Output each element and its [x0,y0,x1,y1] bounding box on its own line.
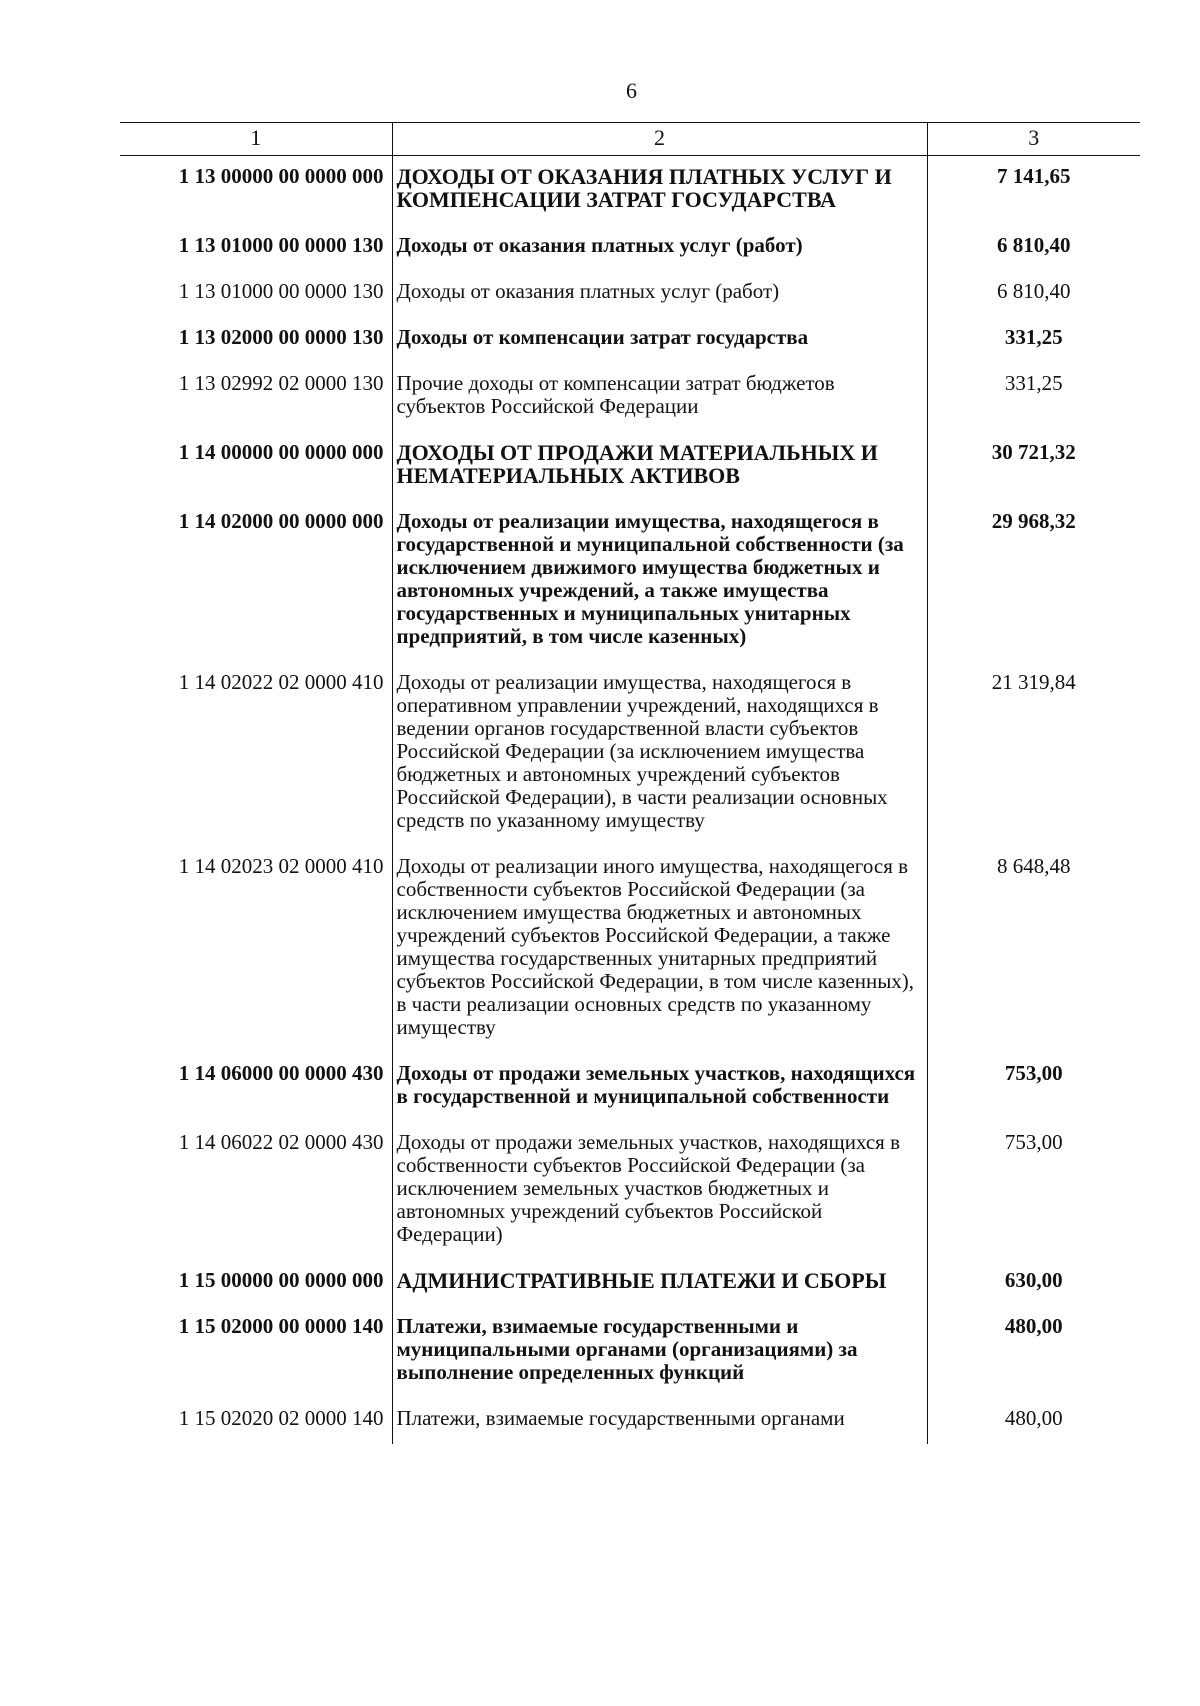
amount-cell: 331,25 [927,317,1140,363]
revenue-name-cell: Доходы от реализации иного имущества, находящегося в собственности субъектов Российской Федерации (за исключением имущества бюджетных и автономных учреждений субъектов Российской Федерации, а также имущества государственных унитарных предприятий субъектов Российской Федерации, в том числе казенных), в части реализации основных средств по указанному имуществу [392,846,927,1053]
budget-code-cell: 1 14 02022 02 0000 410 [178,670,384,694]
table-body [120,156,1140,1445]
amount-cell: 6 810,40 [927,271,1140,317]
revenue-name-cell: Доходы от компенсации затрат государства [392,317,927,363]
amount-cell: 753,00 [927,1053,1140,1122]
budget-code-cell: 1 13 00000 00 0000 000 [178,164,384,188]
table-row [120,662,1140,846]
budget-code-cell: 1 14 06022 02 0000 430 [178,1130,384,1154]
amount-cell: 29 968,32 [927,501,1140,662]
table-header-row [120,123,1140,156]
budget-code-cell: 1 15 00000 00 0000 000 [178,1268,384,1292]
amount-cell: 480,00 [927,1306,1140,1398]
table-row [120,1260,1140,1306]
column-header-code: 1 [120,123,392,156]
budget-code-cell: 1 13 01000 00 0000 130 [178,233,384,257]
revenue-name-cell: Платежи, взимаемые государственными органами [392,1398,927,1444]
amount-cell: 6 810,40 [927,225,1140,271]
budget-code-cell: 1 14 00000 00 0000 000 [178,440,384,464]
table-row [120,225,1140,271]
budget-code-cell: 1 13 01000 00 0000 130 [178,279,384,303]
amount-cell: 30 721,32 [927,432,1140,501]
column-header-name: 2 [392,123,927,156]
budget-code-cell: 1 13 02000 00 0000 130 [178,325,384,349]
table-row [120,1306,1140,1398]
budget-code-cell: 1 13 02992 02 0000 130 [178,371,384,395]
amount-cell: 630,00 [927,1260,1140,1306]
amount-cell: 21 319,84 [927,662,1140,846]
revenue-name-cell: ДОХОДЫ ОТ ОКАЗАНИЯ ПЛАТНЫХ УСЛУГ И КОМПЕНСАЦИИ ЗАТРАТ ГОСУДАРСТВА [392,156,927,226]
revenue-name-cell: ДОХОДЫ ОТ ПРОДАЖИ МАТЕРИАЛЬНЫХ И НЕМАТЕРИАЛЬНЫХ АКТИВОВ [392,432,927,501]
page-number: 6 [626,78,637,103]
revenue-table [120,122,1140,1444]
table-row [120,1053,1140,1122]
table-row [120,317,1140,363]
revenue-name-cell: АДМИНИСТРАТИВНЫЕ ПЛАТЕЖИ И СБОРЫ [392,1260,927,1306]
table-row [120,501,1140,662]
revenue-name-cell: Доходы от реализации имущества, находящегося в оперативном управлении учреждений, находящихся в ведении органов государственной власти субъектов Российской Федерации (за исключением имущества бюджетных и автономных учреждений субъектов Российской Федерации), в части реализации основных средств по указанному имуществу [392,662,927,846]
amount-cell: 7 141,65 [927,156,1140,226]
revenue-name-cell: Доходы от оказания платных услуг (работ) [392,271,927,317]
amount-cell: 8 648,48 [927,846,1140,1053]
column-header-amount: 3 [927,123,1140,156]
budget-code-cell: 1 14 06000 00 0000 430 [178,1061,384,1085]
table-row [120,1398,1140,1444]
table-row [120,363,1140,432]
table-row [120,156,1140,226]
budget-code-cell: 1 15 02020 02 0000 140 [178,1406,384,1430]
revenue-name-cell: Доходы от продажи земельных участков, находящихся в государственной и муниципальной собственности [392,1053,927,1122]
amount-cell: 753,00 [927,1122,1140,1260]
revenue-name-cell: Прочие доходы от компенсации затрат бюджетов субъектов Российской Федерации [392,363,927,432]
amount-cell: 480,00 [927,1398,1140,1444]
revenue-name-cell: Платежи, взимаемые государственными и муниципальными органами (организациями) за выполнение определенных функций [392,1306,927,1398]
revenue-name-cell: Доходы от оказания платных услуг (работ) [392,225,927,271]
table-row [120,1122,1140,1260]
table-row [120,271,1140,317]
budget-code-cell: 1 14 02000 00 0000 000 [178,509,384,533]
table-row [120,846,1140,1053]
table-row [120,432,1140,501]
amount-cell: 331,25 [927,363,1140,432]
revenue-name-cell: Доходы от реализации имущества, находящегося в государственной и муниципальной собственности (за исключением движимого имущества бюджетных и автономных учреждений, а также имущества государственных и муниципальных унитарных предприятий, в том числе казенных) [392,501,927,662]
budget-code-cell: 1 14 02023 02 0000 410 [178,854,384,878]
revenue-name-cell: Доходы от продажи земельных участков, находящихся в собственности субъектов Российской Федерации (за исключением земельных участков бюджетных и автономных учреждений субъектов Российской Федерации) [392,1122,927,1260]
budget-code-cell: 1 15 02000 00 0000 140 [178,1314,384,1338]
